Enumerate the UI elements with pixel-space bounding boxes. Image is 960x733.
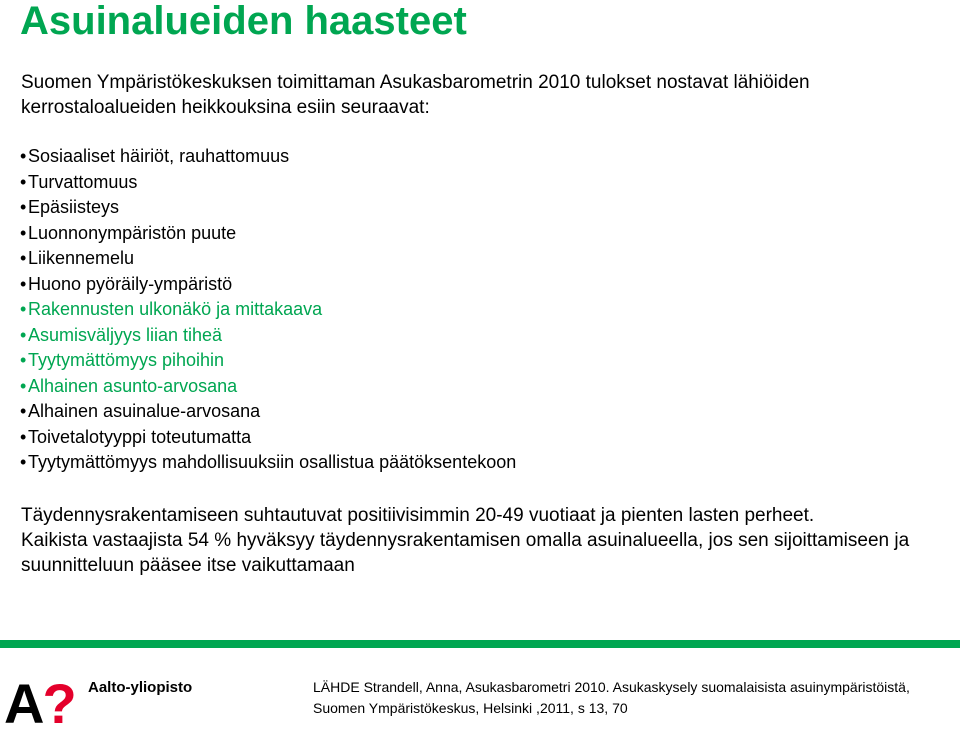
bullet-icon: • [20, 222, 27, 243]
bullet-icon: • [20, 401, 27, 421]
list-item [20, 221, 516, 247]
list-item-text: Epäsiisteys [28, 197, 120, 217]
summary-line-1: Täydennysrakentamiseen suhtautuvat positiivisimmin 20-49 vuotiaat ja pienten lasten perheet. [21, 505, 815, 526]
list-item [20, 425, 516, 451]
summary-line-2: Kaikista vastaajista 54 % hyväksyy täydennysrakentamisen omalla asuinalueella, jos sen sijoittamiseen ja suunnitteluun pääsee itse vaikuttamaan [21, 530, 910, 576]
list-item [20, 297, 516, 323]
bullet-icon: • [20, 248, 27, 268]
list-item-text: Asumisväljyys liian tiheä [28, 324, 223, 345]
bullet-icon: • [20, 350, 27, 370]
bullet-icon: • [20, 197, 27, 217]
bullet-icon: • [20, 426, 27, 447]
aalto-logo [4, 677, 78, 725]
list-item [20, 348, 516, 374]
list-item [20, 374, 516, 400]
intro-paragraph: Suomen Ympäristökeskuksen toimittaman Asukasbarometrin 2010 tulokset nostavat lähiöiden kerrostaloalueiden heikkouksina esiin seuraavat: [21, 72, 810, 118]
list-item [20, 450, 516, 476]
list-item [20, 323, 516, 349]
list-item [20, 195, 516, 221]
bullet-icon: • [20, 146, 27, 166]
bullet-icon: • [20, 171, 27, 192]
list-item-text: Luonnonympäristön puute [28, 222, 237, 243]
bullet-icon: • [20, 375, 27, 396]
list-item-text: Sosiaaliset häiriöt, rauhattomuus [28, 146, 290, 166]
bullet-icon: • [20, 324, 27, 345]
list-item [20, 272, 516, 298]
list-item-text: Turvattomuus [28, 171, 138, 192]
list-item-text: Alhainen asunto-arvosana [28, 375, 238, 396]
aalto-logo-text: Aalto-yliopisto [88, 679, 193, 696]
bullet-icon: • [20, 273, 27, 294]
list-item [20, 144, 516, 170]
logo-letter-a: A [4, 677, 45, 725]
list-item [20, 246, 516, 272]
list-item-text: Alhainen asuinalue-arvosana [28, 401, 261, 421]
aalto-logo-glyphs [4, 677, 77, 725]
list-item-text: Toivetalotyyppi toteutumatta [28, 426, 252, 447]
source-citation: LÄHDE Strandell, Anna, Asukasbarometri 2010. Asukaskysely suomalaisista asuinympäristöistä, Suomen Ympäristökeskus, Helsinki ,2011, s 13, 70 [313, 679, 910, 716]
footer-divider [0, 640, 960, 648]
list-item-text: Tyytymättömyys pihoihin [28, 350, 225, 370]
list-item-text: Huono pyöräily-ympäristö [28, 273, 233, 294]
list-item-text: Rakennusten ulkonäkö ja mittakaava [28, 299, 323, 319]
bullet-icon: • [20, 452, 27, 472]
list-item [20, 399, 516, 425]
slide-title: Asuinalueiden haasteet [20, 0, 467, 43]
list-item-text: Liikennemelu [28, 248, 135, 268]
list-item [20, 170, 516, 196]
bullet-icon: • [20, 299, 27, 319]
weakness-list [20, 144, 516, 476]
summary-block [21, 503, 951, 578]
logo-question-mark: ? [42, 677, 77, 725]
list-item-text: Tyytymättömyys mahdollisuuksiin osallistua päätöksentekoon [28, 452, 517, 472]
